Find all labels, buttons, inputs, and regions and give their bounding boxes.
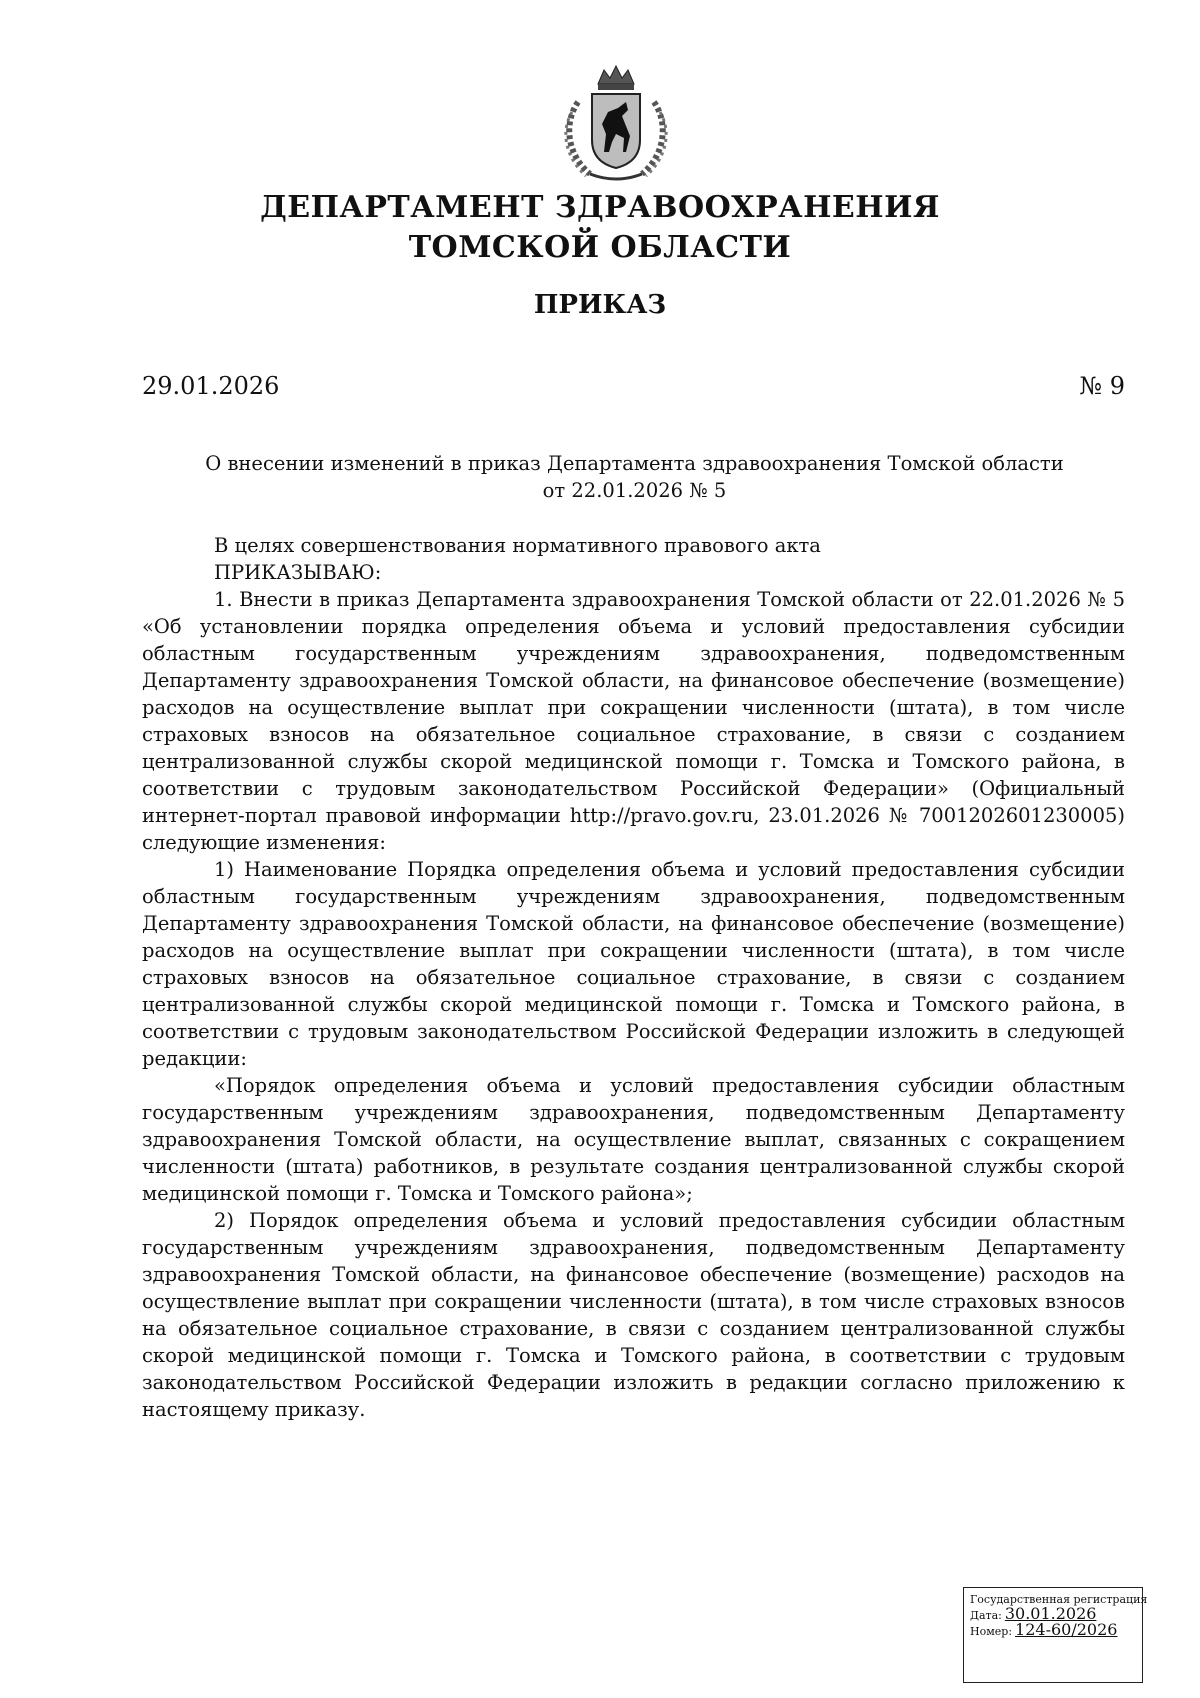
stamp-number-row [970, 1620, 1136, 1639]
tomsk-coat-of-arms-icon [556, 62, 676, 186]
department-title-line2: ТОМСКОЙ ОБЛАСТИ [408, 230, 792, 265]
order-body [142, 532, 1125, 1423]
order-word: ПРИКАЗЫВАЮ: [214, 561, 382, 584]
item-1-paragraph: 1. Внести в приказ Департамента здравоохранения Томской области от 22.01.2026 № 5 «Об установлении порядка определения объема и условий предоставления субсидии областным государственным учреждениям здравоохранения, подведомственным Департаменту здравоохранения Томской области, на финансовое обеспечение (возмещение) расходов на осуществление выплат при сокращении численности (штата), в том числе страховых взносов на обязательное социальное страхование, в связи с созданием централизованной службы скорой медицинской помощи г. Томска и Томского района, в соответствии с трудовым законодательством Российской Федерации» (Официальный интернет-портал правовой информации http://pravo.gov.ru, 23.01.2026 № 7001202601230005) следующие изменения: [142, 588, 1125, 854]
subitem-1-paragraph: 1) Наименование Порядка определения объема и условий предоставления субсидии областным государственным учреждениям здравоохранения, подведомственным Департаменту здравоохранения Томской области, на финансовое обеспечение (возмещение) расходов на осуществление выплат при сокращении численности (штата), в том числе страховых взносов на обязательное социальное страхование, в связи с созданием централизованной службы скорой медицинской помощи г. Томска и Томского района, в соответствии с трудовым законодательством Российской Федерации изложить в следующей редакции: [142, 858, 1125, 1070]
stamp-number-value: 124-60/2026 [1015, 1620, 1118, 1639]
stamp-title: Государственная регистрация [970, 1593, 1148, 1606]
order-subject [142, 450, 1127, 504]
order-date: 29.01.2026 [142, 372, 280, 400]
stamp-date-label: Дата: [970, 1609, 1002, 1622]
department-title-line1: ДЕПАРТАМЕНТ ЗДРАВООХРАНЕНИЯ [260, 190, 940, 225]
order-number: № 9 [1079, 372, 1125, 400]
quoted-title-paragraph: «Порядок определения объема и условий предоставления субсидии областным государственным учреждениям здравоохранения, подведомственным Департаменту здравоохранения Томской области, на осуществление выплат, связанных с сокращением численности (штата) работников, в результате создания централизованной службы скорой медицинской помощи г. Томска и Томского района»; [142, 1074, 1125, 1205]
purpose-paragraph: В целях совершенствования нормативного правового акта [214, 534, 821, 557]
document-type-title: ПРИКАЗ [533, 290, 667, 320]
subject-line2: от 22.01.2026 № 5 [542, 479, 727, 502]
subject-line1: О внесении изменений в приказ Департамента здравоохранения Томской области [205, 452, 1064, 475]
stamp-date-value: 30.01.2026 [1004, 1604, 1097, 1623]
subitem-2-paragraph: 2) Порядок определения объема и условий предоставления субсидии областным государственным учреждениям здравоохранения, подведомственным Департаменту здравоохранения Томской области, на финансовое обеспечение (возмещение) расходов на осуществление выплат при сокращении численности (штата), в том числе страховых взносов на обязательное социальное страхование, в связи с созданием централизованной службы скорой медицинской помощи г. Томска и Томского района, в соответствии с трудовым законодательством Российской Федерации изложить в редакции согласно приложению к настоящему приказу. [142, 1209, 1125, 1421]
registration-stamp [963, 1587, 1148, 1683]
stamp-number-label: Номер: [970, 1625, 1013, 1638]
